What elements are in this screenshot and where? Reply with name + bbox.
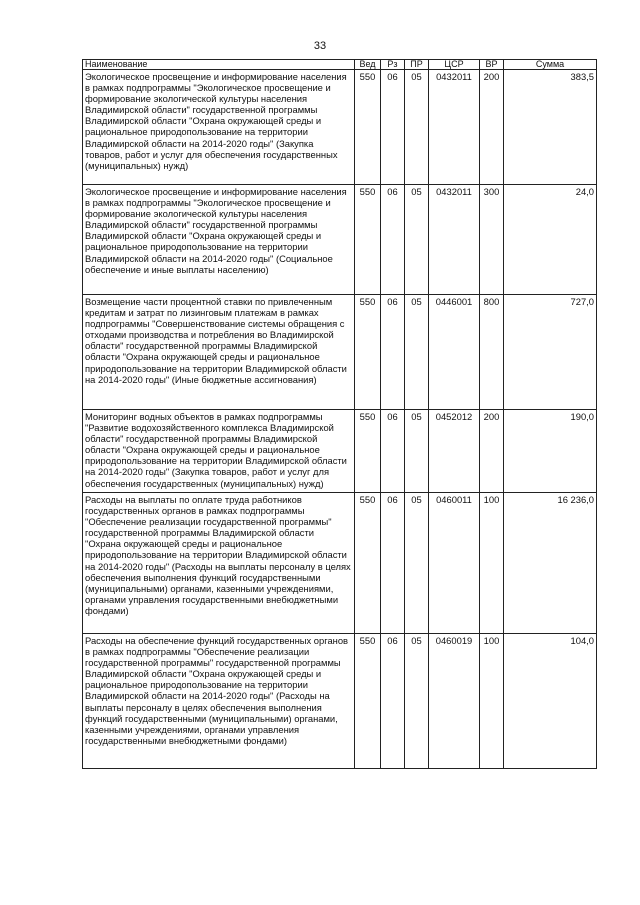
header-vr: ВР — [480, 60, 504, 70]
row-sum: 190,0 — [504, 410, 597, 493]
row-rz: 06 — [381, 185, 405, 295]
row-sum: 16 236,0 — [504, 493, 597, 634]
row-csr: 0446001 — [429, 295, 480, 410]
row-rz: 06 — [381, 70, 405, 185]
row-ved: 550 — [355, 185, 381, 295]
row-csr: 0452012 — [429, 410, 480, 493]
row-vr: 200 — [480, 410, 504, 493]
row-pr: 05 — [405, 410, 429, 493]
row-ved: 550 — [355, 634, 381, 769]
row-rz: 06 — [381, 410, 405, 493]
row-name: Возмещение части процентной ставки по привлеченным кредитам и затрат по лизинговым платежам в рамках подпрограммы "Совершенствование системы обращения с отходами производства и потребления во Владимирской области" государственной программы Владимирской области "Охрана окружающей среды и рациональное природопользование на территории Владимирской области на 2014-2020 годы" (Иные бюджетные ассигнования) — [83, 295, 355, 410]
row-name: Мониторинг водных объектов в рамках подпрограммы "Развитие водохозяйственного комплекса Владимирской области" государственной программы Владимирской области "Охрана окружающей среды и рациональное природопользование на территории Владимирской области на 2014-2020 годы" (Закупка товаров, работ и услуг для обеспечения государственных (муниципальных) нужд) — [83, 410, 355, 493]
header-csr: ЦСР — [429, 60, 480, 70]
header-name: Наименование — [83, 60, 355, 70]
row-ved: 550 — [355, 410, 381, 493]
row-ved: 550 — [355, 70, 381, 185]
row-pr: 05 — [405, 634, 429, 769]
row-vr: 100 — [480, 634, 504, 769]
row-vr: 100 — [480, 493, 504, 634]
row-rz: 06 — [381, 634, 405, 769]
row-pr: 05 — [405, 295, 429, 410]
row-csr: 0460011 — [429, 493, 480, 634]
table-row — [83, 185, 597, 295]
row-name: Экологическое просвещение и информирование населения в рамках подпрограммы "Экологическое просвещение и формирование экологической культуры населения Владимирской области" государственной программы Владимирской области "Охрана окружающей среды и рациональное природопользование на территории Владимирской области на 2014-2020 годы" (Социальное обеспечение и иные выплаты населению) — [83, 185, 355, 295]
row-name: Расходы на обеспечение функций государственных органов в рамках подпрограммы "Обеспечение реализации государственной программы" государственной программы Владимирской области "Охрана окружающей среды и рациональное природопользование на территории Владимирской области на 2014-2020 годы" (Расходы на выплаты персоналу в целях обеспечения выполнения функций государственными (муниципальными) органами, казенными учреждениями, органами управления государственными внебюджетными фондами) — [83, 634, 355, 769]
table-row — [83, 70, 597, 185]
table-header-row — [83, 60, 597, 70]
row-name: Расходы на выплаты по оплате труда работников государственных органов в рамках подпрограммы "Обеспечение реализации государственной программы" государственной программы Владимирской области "Охрана окружающей среды и рациональное природопользование на территории Владимирской области на 2014-2020 годы" (Расходы на выплаты персоналу в целях обеспечения выполнения функций государственными (муниципальными) органами, казенными учреждениями, органами управления государственными внебюджетными фондами) — [83, 493, 355, 634]
row-ved: 550 — [355, 493, 381, 634]
row-csr: 0432011 — [429, 70, 480, 185]
row-sum: 383,5 — [504, 70, 597, 185]
row-csr: 0432011 — [429, 185, 480, 295]
page-number: 33 — [313, 40, 327, 52]
row-pr: 05 — [405, 70, 429, 185]
row-sum: 727,0 — [504, 295, 597, 410]
row-vr: 800 — [480, 295, 504, 410]
row-vr: 300 — [480, 185, 504, 295]
table-row — [83, 295, 597, 410]
header-rz: Рз — [381, 60, 405, 70]
header-pr: ПР — [405, 60, 429, 70]
row-csr: 0460019 — [429, 634, 480, 769]
budget-table — [82, 59, 597, 769]
table-row — [83, 410, 597, 493]
row-name: Экологическое просвещение и информирование населения в рамках подпрограммы "Экологическое просвещение и формирование экологической культуры населения Владимирской области" государственной программы Владимирской области "Охрана окружающей среды и рациональное природопользование на территории Владимирской области на 2014-2020 годы" (Закупка товаров, работ и услуг для обеспечения государственных (муниципальных) нужд) — [83, 70, 355, 185]
row-pr: 05 — [405, 493, 429, 634]
header-sum: Сумма — [504, 60, 597, 70]
row-ved: 550 — [355, 295, 381, 410]
row-pr: 05 — [405, 185, 429, 295]
row-rz: 06 — [381, 295, 405, 410]
row-rz: 06 — [381, 493, 405, 634]
header-ved: Вед — [355, 60, 381, 70]
row-vr: 200 — [480, 70, 504, 185]
table-row — [83, 493, 597, 634]
row-sum: 104,0 — [504, 634, 597, 769]
row-sum: 24,0 — [504, 185, 597, 295]
table-row — [83, 634, 597, 769]
